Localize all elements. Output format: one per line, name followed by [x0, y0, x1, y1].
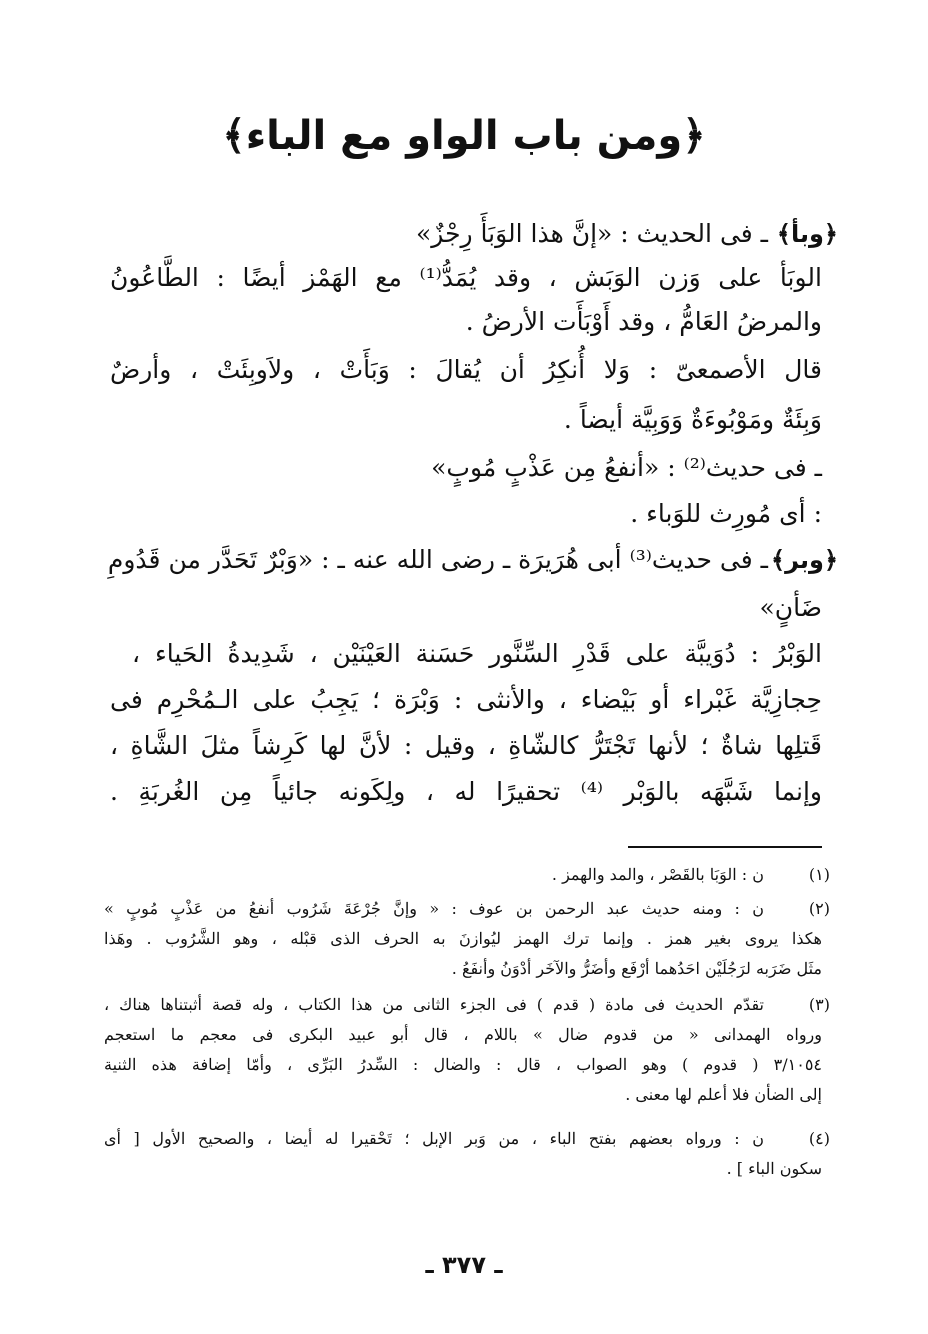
entry-line: قَتلِها شاةٌ ؛ لأنها تَجْتَرُّ كالشّاةِ ، وقيل : لأنَّ لها كَرِشاً مثلَ الشَّاةِ ،: [110, 731, 822, 760]
footnote-number: (٣): [808, 995, 830, 1014]
entry-line: ـ فى حديث⁽³⁾ أبى هُرَيرَة ـ رضى الله عنه ـ : «وَبْرٌ تَحَدَّر من قَدُومِ: [107, 545, 768, 574]
footnote-line: مثَل ضَرَبه لرَجُلَيْن احَدُهما أرْفَع وأضَرُّ والآخَر أدْوَنُ وأنفَعُ .: [451, 959, 822, 978]
entry-line: ـ فى حديث⁽²⁾ : «أنفعُ مِن عَذْبٍ مُوبٍ»: [431, 453, 822, 482]
entry-line: ـ فى الحديث : «إنَّ هذا الوَبَأَ رِجْزٌ»: [415, 219, 768, 248]
entry-line: وإنما شَبَّهَه بالوَبْر ⁽⁴⁾ تحقيرًا له ، ولِكَونه جائياً مِن الغُربَةِ .: [110, 777, 822, 806]
entry-line: حِجازِيَّة غَبْراء أو بَيْضاء ، والأنثى : وَبْرَة ؛ يَجِبُ على الـمُحْرِم فى: [110, 685, 822, 714]
footnote-line: ن : ورواه بعضهم بفتح الباء ، من وَبر الإبل ؛ تَحْقيرا له أيضا ، والصحيح الأول [ أى: [104, 1129, 764, 1148]
footnote-number: (٤): [808, 1129, 830, 1148]
footnote-line: ٣/١٠٥٤ ( قدوم ) وهو الصواب ، قال : والضال : السِّدرُ البَرِّى ، وأمّا إضافة هذه الثنية: [104, 1055, 822, 1074]
entry-line: وَبِئَةٌ ومَوْبُوءَةٌ وَوَبِيَّة أيضاً .: [563, 405, 822, 434]
footnote-number: (٢): [808, 899, 830, 918]
entry-line: والمرضُ العَامُّ ، وقد أَوْبَأَت الأرضُ .: [465, 307, 822, 336]
entry-heading-wbr: ﴿وبر﴾: [771, 546, 838, 574]
entry-line: الوَبْرُ : دُوَيبَّة على قَدْرِ السِّنَّور حَسَنة العَيْنَيْن ، شَدِيدةُ الحَياء ،: [132, 639, 822, 668]
entry-line: : أى مُورِث للوَباء .: [630, 499, 822, 528]
footnote-line: إلى الضأن فلا أعلم لها معنى .: [625, 1085, 822, 1104]
footnote-divider: [628, 846, 822, 848]
footnote-line: ورواه الهمدانى « من قدوم ضال » باللام ، قال أبو عبيد البكرى فى معجم ما استعجم: [104, 1025, 822, 1044]
chapter-title: ﴿ومن باب الواو مع الباء﴾: [222, 113, 706, 159]
entry-line: قال الأصمعىّ : وَلا أُنكِرُ أن يُقالَ : وَبَأَتْ ، ولاَوبِئَتْ ، وأرضٌ: [110, 355, 822, 384]
entry-heading-wba: ﴿وبأ﴾: [776, 220, 838, 248]
footnote-number: (١): [808, 865, 830, 884]
footnote-line: تقدّم الحديث فى مادة ( قدم ) فى الجزء الثانى من هذا الكتاب ، وله قصة أثبتناها هناك ،: [104, 995, 764, 1014]
page-number: ـ ٣٧٧ ـ: [425, 1251, 503, 1279]
footnote-line: ن : الوَبَا بالقَصْر ، والمد والهمز .: [551, 865, 764, 884]
entry-line: الوبَأ على وَزن الوَبَش ، وقد يُمَدُّ⁽¹⁾ مع الهَمْز أيضًا : الطَّاعُونُ: [110, 263, 822, 292]
footnote-line: هكذا يروى بغير همز . وإنما ترك الهمز ليُوازنَ به الحرف الذى قبْله ، وهو الشَّرُوب . وهَذا: [104, 929, 822, 948]
footnote-line: ن : ومنه حديث عبد الرحمن بن عوف : « وإنَّ جُرْعَةَ شَرُوب أنفعُ من عَذْبٍ مُوبٍ »: [104, 899, 764, 918]
entry-line: ضَأنٍ»: [759, 593, 822, 622]
footnote-line: سكون الباء ] .: [726, 1159, 822, 1178]
